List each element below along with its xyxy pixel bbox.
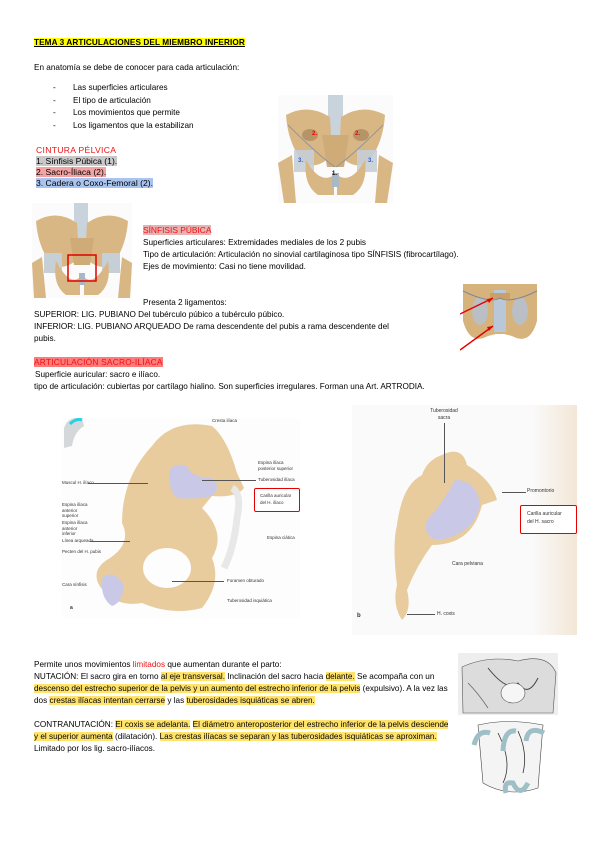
text: El sacro gira en torno — [78, 672, 161, 681]
carilla-auricular-iliaco-box — [254, 488, 300, 512]
text: Limitado por los lig. sacro-ilíacos. — [34, 744, 156, 753]
pelvis-sinfisis-illustration-icon — [32, 203, 132, 298]
contranutacion-paragraph — [34, 719, 449, 755]
sinfisis-line-2: Tipo de articulación: Articulación no sinovial cartilaginosa tipo SÍNFISIS (fibrocartílago). — [143, 250, 459, 259]
cintura-item-2-text: 2. Sacro-Íliaca (2). — [36, 167, 107, 177]
leader-line — [502, 492, 526, 493]
sinfisis-heading-text: SÍNFISIS PÚBICA — [143, 225, 212, 235]
title-text: TEMA 3 ARTICULACIONES DEL MIEMBRO INFERIOR — [34, 38, 245, 47]
sacroiliaca-line-1: Superficie auricular: sacro e ilíaco. — [35, 370, 161, 379]
label-espina-ant-inf: Espina ilíaca anterior inferior — [62, 520, 88, 536]
highlight: tuberosidades isquiáticas se abren. — [186, 696, 315, 705]
movimientos-section — [34, 659, 449, 755]
svg-text:2.: 2. — [312, 131, 318, 137]
sacroiliaca-line-2: tipo de articulación: cubiertas por cartílago hialino. Son superficies irregulares. Forman una Art. ARTRODIA. — [34, 382, 425, 391]
sacrum-figure-b — [352, 405, 577, 635]
nutation-sketch-image — [458, 653, 558, 801]
highlight: al eje transversal. — [160, 672, 225, 681]
document-title — [34, 37, 245, 48]
pelvis-sinfisis-image — [32, 203, 132, 298]
sacroiliaca-heading-text: ARTICULACIÓN SACRO-ILÍACA — [34, 357, 163, 367]
cintura-item-3-text: 3. Cadera o Coxo-Femoral (2). — [36, 178, 154, 188]
intro-red: limitados — [132, 660, 166, 669]
ilium-figure-a — [62, 418, 300, 618]
highlight: El coxis se adelanta. — [115, 720, 191, 729]
label-cara-pelviana: Cara pelviana — [452, 561, 483, 567]
figure-letter-b: b — [357, 613, 361, 619]
leader-line — [90, 541, 130, 542]
label-tuberosidad-iliaca: Tuberosidad ilíaca — [258, 477, 295, 482]
contranutacion-label: CONTRANUTACIÓN: — [34, 720, 113, 729]
pelvis-illustration-icon — [278, 95, 393, 203]
text: Se acompaña con un — [354, 672, 435, 681]
leader-line — [202, 480, 256, 481]
movimientos-intro — [34, 659, 449, 671]
figure-letter-a: a — [70, 605, 73, 611]
svg-text:3.: 3. — [368, 158, 374, 164]
pelvis-anterior-image — [278, 95, 393, 203]
boxed-label-line-2: del H. sacro — [527, 519, 554, 525]
leader-line — [172, 581, 224, 582]
svg-text:3.: 3. — [298, 158, 304, 164]
ilium-illustration-icon — [62, 418, 300, 618]
list-item: - Las superficies articulares — [53, 82, 194, 95]
text: Inclinación del sacro hacia — [224, 672, 326, 681]
spacer — [34, 707, 449, 719]
cintura-item-1 — [36, 156, 117, 167]
list-item: - Los ligamentos que la estabilizan — [53, 120, 194, 133]
cintura-item-1-text: 1. Sínfisis Púbica (1). — [36, 156, 118, 166]
cintura-item-3 — [36, 178, 153, 189]
label-tuberosidad-isquiatica: Tuberosidad isquiática — [227, 598, 272, 603]
highlight: Las crestas ilíacas se separan y las tuberosidades isquiáticas se aproximan. — [159, 732, 437, 741]
label-espina-ant-sup: Espina ilíaca anterior superior — [62, 502, 88, 518]
intro-pre: Permite unos movimientos — [34, 660, 133, 669]
label-cresta-iliaca: Cresta ilíaca — [212, 418, 238, 423]
nutacion-label: NUTACIÓN: — [34, 672, 79, 681]
label-tuberosidad-sacra-2: sacra — [437, 415, 451, 421]
sinfisis-heading — [143, 225, 211, 236]
label-musculo-iliaco: Muscul H. ilíaco — [62, 480, 94, 485]
svg-text:1.: 1. — [332, 171, 338, 177]
sacroiliaca-heading — [34, 357, 163, 368]
highlight: crestas ilíacas intentan cerrarse — [49, 696, 166, 705]
boxed-label-line-2: del H. ilíaco — [260, 500, 284, 505]
label-linea-arqueada: Línea arqueada — [62, 538, 94, 543]
cintura-item-2 — [36, 167, 106, 178]
intro-text: En anatomía se debe de conocer para cada articulación: — [34, 63, 240, 72]
boxed-label-line-1: Carilla auricular — [527, 511, 562, 517]
label-cara-sinfisis: Cara sínfisis — [62, 582, 87, 587]
text: (expulsivo). A la vez las dos — [34, 684, 448, 705]
ligament-inferior: INFERIOR: LIG. PUBIANO ARQUEADO De rama descendente del pubis a rama descendente del — [34, 322, 389, 331]
boxed-label-line-1: Carilla auricular — [260, 493, 292, 498]
highlight: descenso del estrecho superior de la pelvis y un aumento del estrecho inferior de la pelvis — [34, 684, 361, 693]
nutacion-paragraph — [34, 671, 449, 707]
list-item: - Los movimientos que permite — [53, 107, 194, 120]
nutation-sketch-icon — [458, 653, 558, 801]
sinfisis-line-3: Ejes de movimiento: Casi no tiene movilidad. — [143, 262, 306, 271]
ligament-inferior-cont: pubis. — [34, 334, 56, 343]
label-promontorio: Promontorio — [527, 488, 555, 494]
label-pecten-pubis: Pecten del H. pubis — [62, 549, 102, 554]
label-foramen-obturado: Foramen obturado — [227, 578, 265, 583]
intro-list — [53, 82, 194, 132]
text: y las — [165, 696, 187, 705]
svg-text:2.: 2. — [355, 131, 361, 137]
highlight: delante. — [325, 672, 355, 681]
highlight: El diámetro anteroposterior del estrecho inferior de la pelvis desciende y el superior aumenta — [34, 720, 449, 741]
sinfisis-line-1: Superficies articulares: Extremidades mediales de los 2 pubis — [143, 238, 366, 247]
label-espina-ciatica: Espina ciática — [267, 535, 295, 540]
pubis-ligaments-illustration-icon — [460, 276, 540, 352]
label-h-coxis: H. coxis — [437, 611, 455, 617]
intro-post: que aumentan durante el parto: — [165, 660, 282, 669]
ligament-superior: SUPERIOR: LIG. PUBIANO Del tubérculo púbico a tubérculo púbico. — [34, 310, 285, 319]
leader-line — [407, 614, 435, 615]
label-tuberosidad-sacra: Tuberosidad — [430, 408, 458, 414]
pubis-ligaments-image — [460, 276, 540, 352]
ligaments-intro: Presenta 2 ligamentos: — [143, 298, 227, 307]
label-espina-post-sup: Espina ilíaca posterior superior — [258, 460, 294, 471]
leader-line — [444, 423, 445, 483]
leader-line — [88, 483, 148, 484]
carilla-auricular-sacro-box — [520, 505, 577, 534]
list-item: - El tipo de articulación — [53, 95, 194, 108]
cintura-heading: CINTURA PÉLVICA — [36, 145, 117, 155]
text: (dilatación). — [112, 732, 160, 741]
